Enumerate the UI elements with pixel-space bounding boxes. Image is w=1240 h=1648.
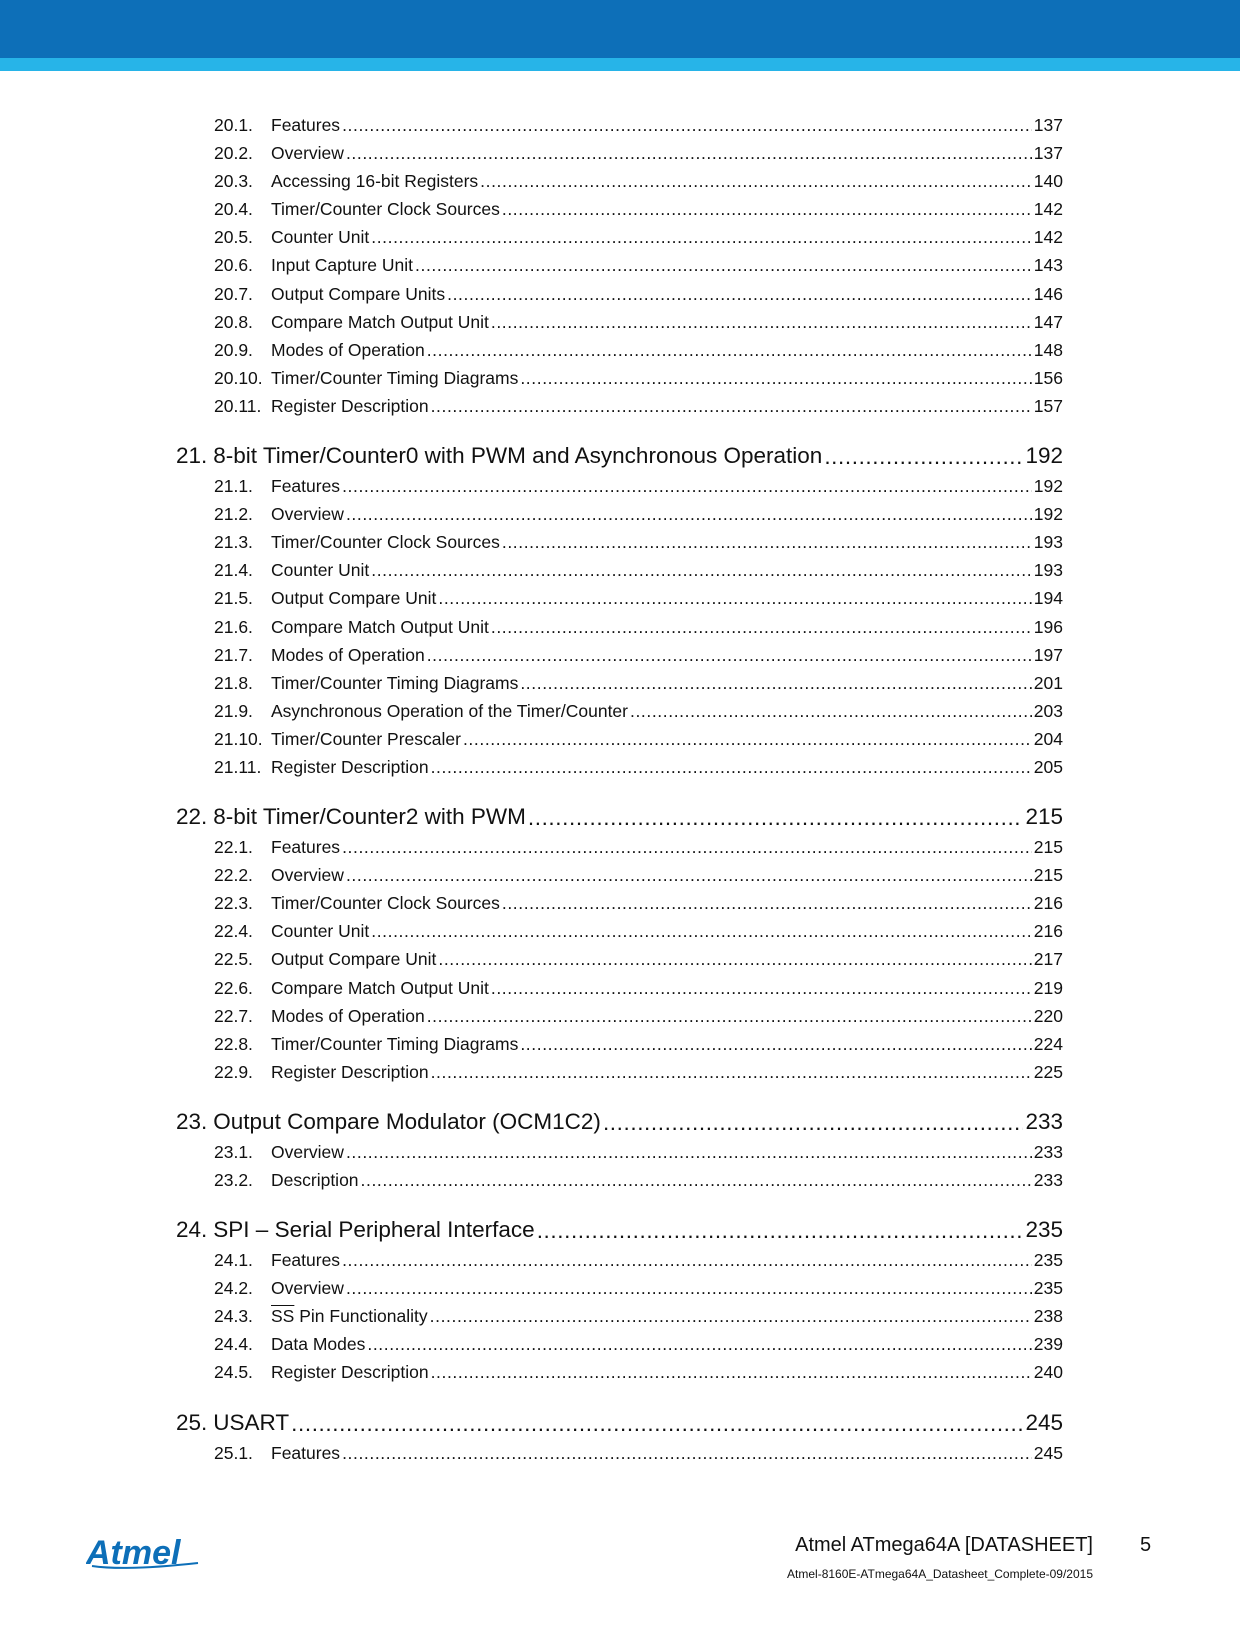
chapter-title: Output Compare Modulator (OCM1C2) (213, 1108, 601, 1134)
section-title: Compare Match Output Unit (271, 311, 489, 332)
section-number: 24.5. (214, 1362, 253, 1383)
toc-chapter (176, 436, 1063, 785)
section-title: Counter Unit (271, 560, 370, 581)
section-number: 21.6. (214, 616, 253, 637)
section-number: 24.2. (214, 1278, 253, 1299)
dot-leader (502, 893, 1032, 914)
toc-section-entry[interactable] (176, 1142, 1063, 1170)
section-title-wrap (271, 115, 340, 136)
section-page: 147 (1033, 311, 1063, 332)
section-page: 193 (1033, 560, 1063, 581)
toc-section-entry[interactable] (176, 645, 1063, 673)
section-page: 219 (1033, 977, 1063, 998)
dot-leader (346, 865, 1032, 886)
section-number: 22.7. (214, 1005, 253, 1026)
section-page: 143 (1033, 255, 1063, 276)
section-number: 21.5. (214, 588, 253, 609)
dot-leader (491, 617, 1032, 638)
toc-chapter-heading[interactable] (176, 1403, 1063, 1443)
section-number: 22.8. (214, 1033, 253, 1054)
toc-section-entry[interactable] (176, 1170, 1063, 1198)
section-number: 20.1. (214, 115, 253, 135)
toc-section-entry[interactable] (176, 171, 1063, 199)
section-number: 21.7. (214, 644, 253, 665)
chapter-title: 8-bit Timer/Counter0 with PWM and Asynchronous Operation (213, 443, 823, 469)
toc-section-entry[interactable] (176, 1062, 1063, 1090)
section-title: Register Description (271, 1061, 429, 1082)
section-title: Timer/Counter Timing Diagrams (271, 367, 519, 388)
dot-leader (438, 588, 1031, 609)
toc-section-entry[interactable] (176, 1250, 1063, 1278)
dot-leader (447, 284, 1032, 305)
section-page: 146 (1033, 283, 1063, 304)
section-number: 22.1. (214, 837, 253, 858)
section-number: 22.9. (214, 1061, 253, 1082)
section-title: Register Description (271, 1362, 429, 1383)
dot-leader (431, 396, 1032, 417)
section-title-wrap (271, 1278, 344, 1299)
toc-section-entry[interactable] (176, 476, 1063, 504)
toc-section-entry[interactable] (176, 1443, 1063, 1471)
section-title-wrap (271, 340, 425, 361)
chapter-page: 215 (1025, 804, 1063, 830)
chapter-title: 8-bit Timer/Counter2 with PWM (213, 804, 526, 830)
section-page: 217 (1033, 949, 1063, 970)
section-title-wrap (271, 1006, 425, 1027)
section-page: 194 (1033, 588, 1063, 609)
section-number: 20.9. (214, 339, 253, 360)
section-page: 216 (1033, 921, 1063, 942)
section-title: Data Modes (271, 1334, 366, 1355)
section-number: 21.2. (214, 504, 253, 525)
section-title-wrap (271, 476, 340, 497)
section-title: Overview (271, 1141, 344, 1162)
toc-section-entry[interactable] (176, 949, 1063, 977)
section-page: 192 (1033, 476, 1063, 497)
section-title-wrap (271, 255, 413, 276)
dot-leader (342, 837, 1032, 858)
toc-section-entry[interactable] (176, 893, 1063, 921)
section-page: 203 (1033, 700, 1063, 721)
dot-leader (415, 255, 1032, 276)
section-number: 21.11. (214, 756, 262, 777)
section-title-wrap (271, 1250, 340, 1271)
section-title-wrap (271, 921, 369, 942)
section-number: 21.3. (214, 532, 253, 553)
section-title-wrap (271, 284, 445, 305)
section-title-wrap (271, 673, 518, 694)
section-page: 245 (1033, 1442, 1063, 1463)
chapter-number: 22. (176, 804, 208, 830)
section-title: Timer/Counter Timing Diagrams (271, 672, 519, 693)
section-page: 142 (1033, 227, 1063, 248)
section-title: Features (271, 115, 341, 135)
dot-leader (520, 368, 1031, 389)
section-title: Modes of Operation (271, 339, 425, 360)
section-title-wrap (271, 171, 478, 192)
section-number: 21.1. (214, 476, 253, 497)
section-title: Description (271, 1170, 359, 1190)
section-title-wrap (271, 645, 425, 666)
toc-chapter (176, 115, 1063, 424)
section-title-wrap (271, 1142, 344, 1163)
toc-section-entry[interactable] (176, 115, 1063, 143)
section-number: 22.4. (214, 921, 253, 942)
section-title-wrap (271, 729, 461, 750)
section-title-wrap (271, 143, 344, 164)
section-page: 216 (1033, 893, 1063, 914)
toc-section-entry[interactable] (176, 1362, 1063, 1390)
section-title: Modes of Operation (271, 644, 425, 665)
header-banner-main (0, 0, 1240, 58)
section-title: Asynchronous Operation of the Timer/Counter (271, 700, 628, 721)
toc-chapter (176, 797, 1063, 1090)
section-title-wrap (271, 837, 340, 858)
dot-leader (537, 1218, 1024, 1244)
section-title-wrap (271, 865, 344, 886)
toc-section-entry[interactable] (176, 532, 1063, 560)
chapter-page: 235 (1025, 1217, 1063, 1243)
section-title: Timer/Counter Clock Sources (271, 532, 500, 553)
section-page: 137 (1033, 143, 1063, 164)
section-title-wrap (271, 396, 429, 417)
toc-section-entry[interactable] (176, 1306, 1063, 1334)
dot-leader (291, 1411, 1023, 1437)
section-page: 204 (1033, 728, 1063, 749)
section-page: 157 (1033, 395, 1063, 416)
toc-section-entry[interactable] (176, 921, 1063, 949)
section-title-wrap (271, 588, 436, 609)
section-title: Input Capture Unit (271, 255, 414, 276)
section-page: 235 (1033, 1278, 1063, 1299)
dot-leader (463, 729, 1032, 750)
section-number: 20.3. (214, 171, 253, 192)
section-number: 24.4. (214, 1334, 253, 1355)
dot-leader (502, 199, 1032, 220)
header-banner (0, 0, 1240, 72)
section-page: 238 (1033, 1306, 1063, 1327)
toc-section-entry[interactable] (176, 729, 1063, 757)
section-title: Modes of Operation (271, 1005, 425, 1026)
section-title: Timer/Counter Clock Sources (271, 893, 500, 914)
section-page: 225 (1033, 1061, 1063, 1082)
section-number: 20.6. (214, 255, 253, 276)
section-title-wrap (271, 1443, 340, 1464)
dot-leader (361, 1170, 1032, 1191)
dot-leader (342, 476, 1032, 497)
toc-section-entry[interactable] (176, 143, 1063, 171)
toc-section-entry[interactable] (176, 757, 1063, 785)
section-title-wrap (271, 1362, 429, 1383)
toc-section-entry[interactable] (176, 837, 1063, 865)
section-number: 23.2. (214, 1170, 253, 1190)
section-number: 22.3. (214, 893, 253, 914)
toc-chapter-heading[interactable] (176, 1102, 1063, 1142)
section-title-wrap (271, 1170, 359, 1191)
section-number: 22.2. (214, 865, 253, 886)
toc-section-entry[interactable] (176, 978, 1063, 1006)
toc-section-entry[interactable] (176, 701, 1063, 729)
dot-leader (342, 1443, 1032, 1464)
toc-chapter-heading[interactable] (176, 1210, 1063, 1250)
section-page: 137 (1033, 115, 1063, 135)
section-number: 22.5. (214, 949, 253, 970)
section-number: 20.11. (214, 395, 262, 416)
section-title-wrap (271, 1034, 518, 1055)
chapter-title: SPI – Serial Peripheral Interface (213, 1217, 535, 1243)
dot-leader (342, 1250, 1032, 1271)
toc-section-entry[interactable] (176, 1334, 1063, 1362)
section-page: 235 (1033, 1250, 1063, 1271)
section-page: 233 (1033, 1141, 1063, 1162)
dot-leader (438, 949, 1031, 970)
section-title: Features (271, 476, 341, 497)
section-title-wrap (271, 949, 436, 970)
dot-leader (342, 115, 1032, 136)
chapter-number: 25. (176, 1409, 208, 1435)
chapter-number: 21. (176, 443, 208, 469)
chapter-title: USART (213, 1409, 290, 1435)
dot-leader (371, 560, 1032, 581)
dot-leader (480, 171, 1032, 192)
section-number: 20.8. (214, 311, 253, 332)
section-title-wrap (271, 560, 369, 581)
section-number: 20.7. (214, 283, 253, 304)
section-title-wrap (271, 312, 489, 333)
section-page: 240 (1033, 1362, 1063, 1383)
toc-section-entry[interactable] (176, 227, 1063, 255)
section-title-wrap (271, 1306, 428, 1327)
dot-leader (427, 1006, 1032, 1027)
toc-section-entry[interactable] (176, 673, 1063, 701)
section-number: 20.2. (214, 143, 253, 164)
dot-leader (520, 673, 1031, 694)
section-page: 220 (1033, 1005, 1063, 1026)
section-number: 24.1. (214, 1250, 253, 1271)
section-title: Register Description (271, 756, 429, 777)
section-number: 20.4. (214, 199, 253, 220)
section-title-wrap (271, 978, 489, 999)
section-page: 156 (1033, 367, 1063, 388)
section-page: 140 (1033, 171, 1063, 192)
dot-leader (346, 504, 1032, 525)
section-page: 142 (1033, 199, 1063, 220)
section-number: 20.5. (214, 227, 253, 248)
toc-section-entry[interactable] (176, 617, 1063, 645)
dot-leader (491, 312, 1032, 333)
section-page: 197 (1033, 644, 1063, 665)
section-number: 23.1. (214, 1141, 253, 1162)
section-number: 21.10. (214, 728, 263, 749)
toc-section-entry[interactable] (176, 312, 1063, 340)
dot-leader (346, 1142, 1032, 1163)
section-number: 21.9. (214, 700, 253, 721)
section-page: 205 (1033, 756, 1063, 777)
section-title-wrap (271, 893, 500, 914)
section-title: Overview (271, 143, 344, 164)
section-page: 215 (1033, 865, 1063, 886)
atmel-logo (86, 1533, 210, 1578)
dot-leader (824, 444, 1023, 470)
dot-leader (430, 1306, 1032, 1327)
toc-section-entry[interactable] (176, 560, 1063, 588)
toc-section-entry[interactable] (176, 199, 1063, 227)
section-page: 192 (1033, 504, 1063, 525)
section-page: 148 (1033, 339, 1063, 360)
section-title-wrap (271, 617, 489, 638)
section-page: 239 (1033, 1334, 1063, 1355)
overline-signal: $\overline{SS}$ (271, 1306, 295, 1327)
toc-section-entry[interactable] (176, 504, 1063, 532)
section-page: 196 (1033, 616, 1063, 637)
toc-chapter-heading[interactable] (176, 436, 1063, 476)
dot-leader (431, 1062, 1032, 1083)
chapter-page: 233 (1025, 1108, 1063, 1134)
section-title: Accessing 16-bit Registers (271, 171, 479, 192)
section-title-wrap (271, 532, 500, 553)
footer-doc-id: Atmel-8160E-ATmega64A_Datasheet_Complete-09/2015 (787, 1567, 1093, 1581)
section-title: Features (271, 837, 341, 858)
dot-leader (371, 921, 1032, 942)
footer-page-number: 5 (1140, 1534, 1152, 1556)
toc-section-entry[interactable] (176, 396, 1063, 424)
dot-leader (427, 340, 1032, 361)
section-title: Register Description (271, 395, 429, 416)
dot-leader (431, 1362, 1032, 1383)
section-title: Features (271, 1250, 341, 1271)
dot-leader (520, 1034, 1031, 1055)
dot-leader (528, 805, 1024, 831)
dot-leader (502, 532, 1032, 553)
section-title-wrap (271, 199, 500, 220)
dot-leader (603, 1110, 1024, 1136)
dot-leader (630, 701, 1032, 722)
toc-section-entry[interactable] (176, 588, 1063, 616)
dot-leader (427, 645, 1032, 666)
footer-title: Atmel ATmega64A [DATASHEET] (795, 1534, 1093, 1556)
dot-leader (371, 227, 1032, 248)
section-title: Output Compare Units (271, 283, 446, 304)
section-title: Compare Match Output Unit (271, 977, 489, 998)
toc-chapter (176, 1102, 1063, 1198)
section-number: 21.8. (214, 672, 253, 693)
dot-leader (431, 757, 1032, 778)
chapter-number: 23. (176, 1108, 208, 1134)
section-title-wrap (271, 701, 628, 722)
section-page: 193 (1033, 532, 1063, 553)
section-number: 21.4. (214, 560, 253, 581)
section-title: Overview (271, 865, 344, 886)
dot-leader (367, 1334, 1031, 1355)
section-title: Output Compare Unit (271, 588, 437, 609)
toc-section-entry[interactable] (176, 1006, 1063, 1034)
section-title-wrap (271, 504, 344, 525)
section-number: 22.6. (214, 977, 253, 998)
toc-chapter (176, 1210, 1063, 1390)
section-title-wrap (271, 757, 429, 778)
header-banner-stripe (0, 58, 1240, 71)
section-number: 24.3. (214, 1306, 253, 1327)
section-page: 201 (1033, 672, 1063, 693)
section-page: 233 (1033, 1170, 1063, 1190)
section-title-wrap (271, 1334, 365, 1355)
toc-section-entry[interactable] (176, 865, 1063, 893)
toc-section-entry[interactable] (176, 340, 1063, 368)
dot-leader (346, 1278, 1032, 1299)
dot-leader (346, 143, 1032, 164)
chapter-page: 192 (1025, 443, 1063, 469)
section-title-wrap (271, 368, 518, 389)
section-title: Output Compare Unit (271, 949, 437, 970)
toc-section-entry[interactable] (176, 284, 1063, 312)
section-title: Pin Functionality (299, 1306, 428, 1327)
toc-section-entry[interactable] (176, 1034, 1063, 1062)
toc-chapter-heading[interactable] (176, 797, 1063, 837)
section-page: 224 (1033, 1033, 1063, 1054)
toc-chapter (176, 1403, 1063, 1471)
dot-leader (491, 978, 1032, 999)
section-number: 25.1. (214, 1442, 253, 1463)
section-title: Compare Match Output Unit (271, 616, 489, 637)
section-title: Timer/Counter Clock Sources (271, 199, 500, 220)
section-number: 20.10. (214, 367, 263, 388)
toc-section-entry[interactable] (176, 1278, 1063, 1306)
chapter-page: 245 (1025, 1409, 1063, 1435)
section-title: Timer/Counter Prescaler (271, 728, 461, 749)
section-title: Overview (271, 1278, 344, 1299)
toc-section-entry[interactable] (176, 255, 1063, 283)
table-of-contents (176, 115, 1063, 1471)
section-title: Features (271, 1442, 341, 1463)
atmel-logo-text: Atmel (86, 1534, 181, 1572)
section-title-wrap (271, 1062, 429, 1083)
section-title: Counter Unit (271, 227, 370, 248)
section-title: Counter Unit (271, 921, 370, 942)
section-title-wrap (271, 227, 369, 248)
section-title: Timer/Counter Timing Diagrams (271, 1033, 519, 1054)
section-page: 215 (1033, 837, 1063, 858)
toc-section-entry[interactable] (176, 368, 1063, 396)
section-title: Overview (271, 504, 344, 525)
chapter-number: 24. (176, 1217, 208, 1243)
